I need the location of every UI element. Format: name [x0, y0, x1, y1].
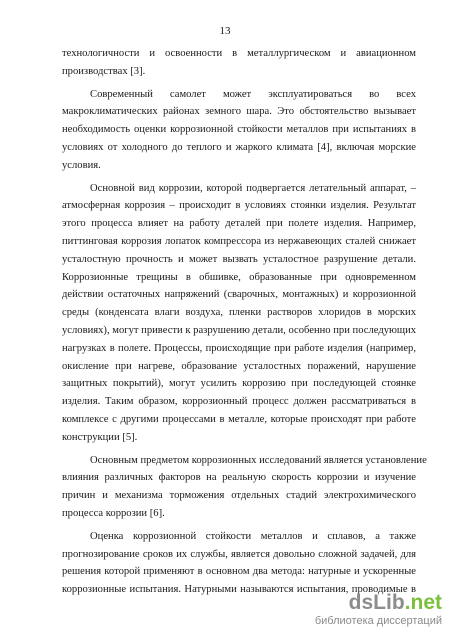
text-line: технологичности и освоенности в металлургическом и авиационном [62, 48, 416, 59]
watermark-logo [302, 591, 442, 631]
text-line: производствах [3]. [62, 65, 146, 77]
text-line: макроклиматических районах земного шара. Это обстоятельство вызывает [62, 106, 416, 118]
text-line: комплексе с другими процессами в металле, которые происходят при работе [62, 413, 416, 425]
text-line: этого процесса влияет на работу деталей при полете изделия. Например, [62, 218, 416, 230]
text-line: условиях), могут привести к разрушению детали, особенно при последующих [62, 324, 417, 336]
text-line: Современный самолет может эксплуатироваться во всех [90, 88, 416, 100]
text-line: процесса коррозии [6]. [62, 507, 165, 519]
page-number: 13 [219, 25, 231, 37]
text-line: конструкции [5]. [62, 431, 138, 443]
text-line: нагрузках в полете. Процессы, происходящие при работе изделия (например, [62, 342, 416, 354]
text-line: действии остаточных напряжений (сварочных, монтажных) и коррозионной [62, 289, 416, 301]
text-line: изделия. Таким образом, коррозионный процесс должен рассматриваться в [62, 396, 416, 408]
logo-main-text: dsLib [348, 591, 405, 614]
text-line: усталостную прочность и может вызвать усталостное разрушение детали. [62, 253, 416, 265]
text-line: влияния различных факторов на реальную скорость коррозии и изучение [62, 472, 416, 484]
text-line: защитных покрытий), могут усилить коррозию при последующей стоянке [62, 378, 416, 390]
text-line: среды (конденсата влаги воздуха, пленки растворов хлоридов в морских [62, 307, 416, 319]
text-line: условиях от холодного до теплого и жаркого климата [4], включая морские [62, 141, 416, 153]
logo-accent-text: .net [404, 591, 442, 614]
text-line: атмосферная коррозия – происходит в условиях стоянки изделия. Результат [62, 200, 416, 212]
logo-subtitle: библиотека диссертаций [314, 615, 442, 627]
text-line: Оценка коррозионной стойкости металлов и сплавов, а также [90, 530, 416, 542]
text-line: Основной вид коррозии, которой подвергается летательный аппарат, – [90, 182, 416, 194]
text-line: необходимость оценки коррозионной стойкости металлов при испытаниях в [62, 124, 416, 136]
text-line: прогнозирование сроков их службы, является довольно сложной задачей, для [62, 548, 416, 560]
text-line: Коррозионные трещины в обшивке, образованные при одновременном [62, 271, 416, 283]
text-line: Основным предметом коррозионных исследований является установление [90, 454, 427, 466]
text-line: условия. [62, 159, 101, 171]
text-line: коррозионные испытания. Натурными называются испытания, проводимые в [62, 584, 416, 596]
text-line: решения которой применяют в основном два метода: натурные и ускоренные [62, 566, 416, 578]
text-line: причин и механизма торможения отдельных стадий электрохимического [62, 490, 416, 502]
text-line: питтинговая коррозия лопаток компрессора из нержавеющих сталей снижает [62, 235, 416, 247]
site-logo [349, 591, 442, 615]
body-text [62, 45, 427, 599]
text-line: окисление при нагреве, образование усталостных поражений, нарушение [62, 360, 416, 372]
